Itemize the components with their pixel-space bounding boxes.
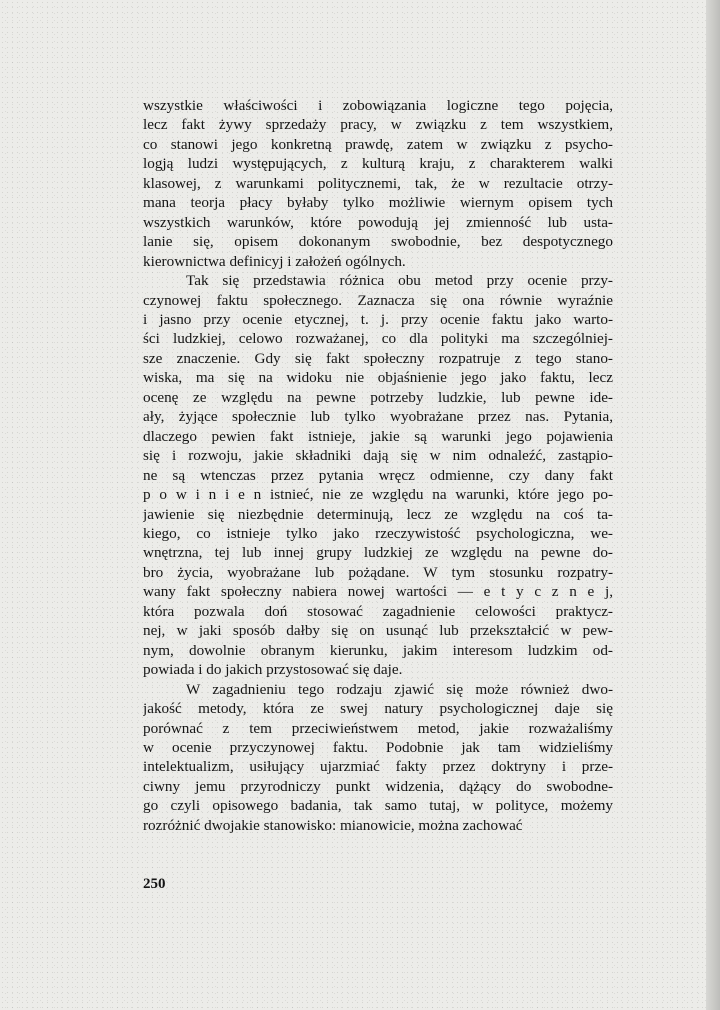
text-line: kiego, co istnieje tylko jako rzeczywistość psychologiczna, we- bbox=[143, 524, 613, 542]
text-line: ciwny jemu przyrodniczy punkt widzenia, dążący do swobodne- bbox=[143, 777, 613, 795]
text-line: klasowej, z warunkami politycznemi, tak, że w rezultacie otrzy- bbox=[143, 174, 613, 192]
text-line: mana teorja płacy byłaby tylko możliwie wiernym opisem tych bbox=[143, 194, 613, 212]
text-line: co stanowi jego konkretną prawdę, zatem w związku z psycho- bbox=[143, 135, 613, 153]
text-line: p o w i n i e n istnieć, nie ze względu na warunki, które jego po- bbox=[143, 486, 613, 504]
paragraph bbox=[143, 680, 613, 836]
text-line: wszystkie właściwości i zobowiązania logiczne tego pojęcia, bbox=[143, 97, 613, 114]
text-line: intelektualizm, usiłujący ujarzmiać fakty przez doktryny i prze- bbox=[143, 758, 613, 776]
text-line: wszystkich warunków, które powodują jej zmienność lub usta- bbox=[143, 213, 613, 231]
text-line: rozróżnić dwojakie stanowisko: mianowicie, można zachować bbox=[143, 816, 523, 834]
text-line: ne są wtenczas przez pytania wręcz odmienne, czy dany fakt bbox=[143, 466, 613, 484]
text-line: ocenę ze względu na pewne potrzeby ludzkie, lub pewne ide- bbox=[143, 388, 613, 406]
text-line: wnętrzna, tej lub innej grupy ludzkiej ze względu na pewne do- bbox=[143, 544, 613, 562]
text-line: jakość metody, która ze swej natury psychologicznej daje się bbox=[143, 700, 613, 718]
text-line: nej, w jaki sposób dałby się on usunąć lub przekształcić w pew- bbox=[143, 622, 613, 640]
text-line: logją ludzi występujących, z kulturą kraju, z charakterem walki bbox=[143, 155, 613, 173]
body-text bbox=[143, 96, 613, 835]
text-line: kierownictwa definicyj i założeń ogólnych. bbox=[143, 252, 406, 270]
page-spine-shadow bbox=[706, 0, 720, 1010]
text-line: ści ludzkiej, celowo rozważanej, co dla polityki ma szczególniej- bbox=[143, 330, 613, 348]
text-line: jawienie się niezbędnie determinują, lecz ze względu na coś ta- bbox=[143, 505, 613, 523]
text-line: czynowej faktu społecznego. Zaznacza się ona równie wyraźnie bbox=[143, 291, 613, 309]
text-line: go czyli opisowego badania, tak samo tutaj, w polityce, możemy bbox=[143, 797, 613, 815]
text-line: lanie się, opisem dokonanym swobodnie, bez despotycznego bbox=[143, 233, 613, 251]
text-line: nym, dowolnie obranym kierunku, jakim interesom ludzkim od- bbox=[143, 641, 613, 659]
paragraph bbox=[143, 96, 613, 271]
paragraph bbox=[143, 271, 613, 680]
text-line: sze znaczenie. Gdy się fakt społeczny rozpatruje z tego stano- bbox=[143, 349, 613, 367]
text-line: W zagadnieniu tego rodzaju zjawić się może również dwo- bbox=[186, 680, 613, 698]
text-line: się i rozwoju, jakie składniki dają się w nim odnaleźć, zastąpio- bbox=[143, 447, 613, 465]
text-line: Tak się przedstawia różnica obu metod przy ocenie przy- bbox=[186, 272, 613, 290]
text-line: która pozwala doń stosować zagadnienie celowości praktycz- bbox=[143, 602, 613, 620]
text-line: i jasno przy ocenie etycznej, t. j. przy ocenie faktu jako warto- bbox=[143, 310, 613, 328]
text-line: wany fakt społeczny nabiera nowej wartości — e t y c z n e j, bbox=[143, 583, 613, 601]
text-line: lecz fakt żywy sprzedaży pracy, w związku z tem wszystkiem, bbox=[143, 116, 613, 134]
text-line: powiada i do jakich przystosować się daje. bbox=[143, 661, 403, 679]
text-line: bro życia, wyobrażane lub pożądane. W tym stosunku rozpatry- bbox=[143, 563, 613, 581]
page-number: 250 bbox=[143, 876, 166, 892]
text-line: wiska, ma się na widoku nie objaśnienie jego jako faktu, lecz bbox=[143, 369, 613, 387]
text-line: porównać z tem przeciwieństwem metod, jakie rozważaliśmy bbox=[143, 719, 613, 737]
text-line: w ocenie przyczynowej faktu. Podobnie jak tam widzieliśmy bbox=[143, 738, 613, 756]
text-line: dlaczego pewien fakt istnieje, jakie są warunki jego pojawienia bbox=[143, 427, 613, 445]
text-line: ały, żyjące społecznie lub tylko wyobrażane przez nas. Pytania, bbox=[143, 408, 613, 426]
